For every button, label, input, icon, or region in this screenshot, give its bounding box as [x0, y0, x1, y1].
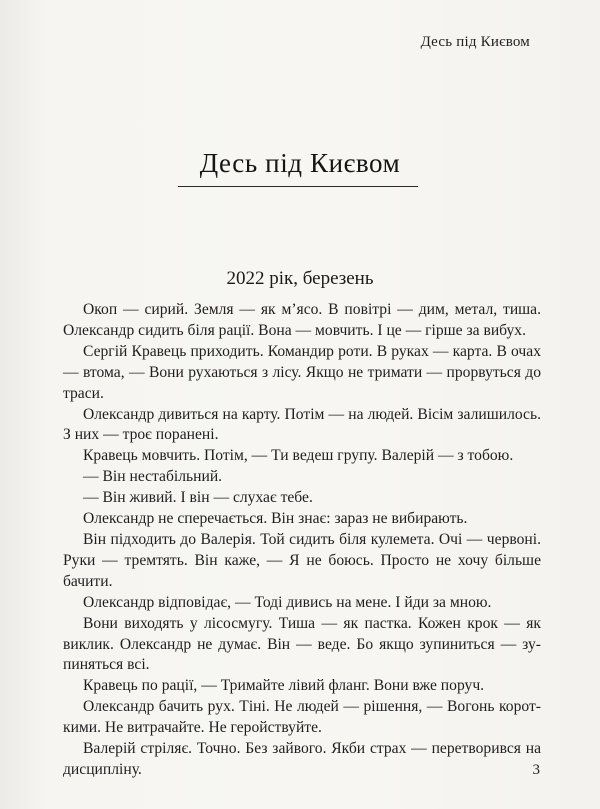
- paragraph: Олександр відповідає, — Тоді дивись на мене. І йди за мною.: [83, 593, 492, 611]
- paragraph: Він підходить до Валерія. Той сидить біля кулемета. Очі — червоні. Руки — тремтять. Він каже, — Я не боюсь. Просто не хочу більше бачити.: [63, 530, 541, 590]
- paragraph: Валерій стріляє. Точно. Без зайвого. Якби страх — перетворився на дисципліну.: [63, 740, 541, 778]
- paragraph: Олександр бачить рух. Тіні. Не людей — рішення, — Вогонь короткими. Не витрачайте. Не геройствуйте.: [63, 698, 541, 737]
- paragraph: Окоп — сирий. Земля — як м’ясо. В повітрі — дим, метал, тиша. Олександр сидить біля рації. Вона — мовчить. І це — гірше за вибух.: [63, 301, 541, 339]
- chapter-subtitle: 2022 рік, березень: [226, 268, 374, 289]
- paragraph: Кравець по рації, — Тримайте лівий фланг. Вони вже поруч.: [83, 677, 485, 695]
- paragraph: Вони виходять у лісосмугу. Тиша — як пастка. Кожен крок — як виклик. Олександр не думає. Він — веде. Бо якщо зупиниться — зупиняться всі.: [63, 614, 541, 674]
- paragraph: Олександр не сперечається. Він знає: зараз не вибирають.: [83, 510, 468, 528]
- paragraph: — Він живий. І він — слухає тебе.: [83, 489, 313, 507]
- paragraph: Сергій Кравець приходить. Командир роти. В руках — карта. В очах — втома, — Вони рухаються з лісу. Якщо не тримати — прорвуться до траси.: [63, 342, 541, 402]
- paragraph: Олександр дивиться на карту. Потім — на людей. Вісім залишилось. З них — троє поранені.: [63, 405, 541, 444]
- paragraph: — Він нестабільний.: [83, 468, 223, 486]
- page-number: 3: [532, 762, 540, 778]
- chapter-title: Десь під Києвом: [199, 148, 401, 178]
- title-underline: [178, 186, 418, 187]
- body-text: [63, 300, 541, 781]
- paragraph: Кравець мовчить. Потім, — Ти ведеш групу. Валерій — з тобою.: [83, 447, 514, 465]
- running-head: Десь під Києвом: [420, 34, 530, 50]
